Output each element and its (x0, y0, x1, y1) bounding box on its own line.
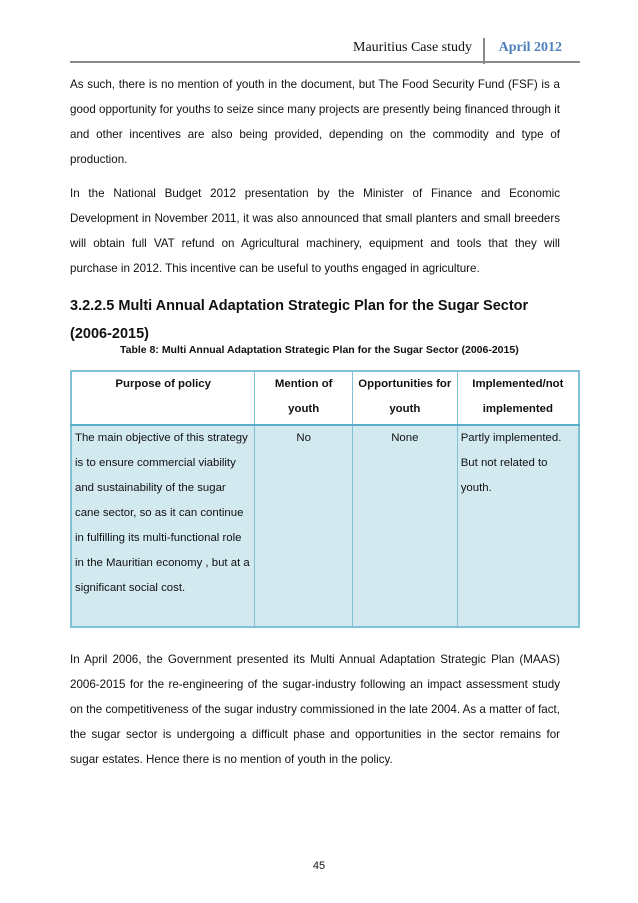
header-mention: Mention of youth (255, 371, 353, 425)
header-title: Mauritius Case study (353, 40, 472, 55)
table-header-row (71, 371, 579, 425)
table-caption: Table 8: Multi Annual Adaptation Strategic Plan for the Sugar Sector (2006-2015) (120, 344, 519, 356)
page-header (0, 38, 580, 62)
cell-mention: No (255, 425, 353, 627)
header-opportunities: Opportunities for youth (352, 371, 457, 425)
policy-table (70, 370, 580, 628)
paragraph-fsf: As such, there is no mention of youth in the document, but The Food Security Fund (FSF) is a good opportunity for youths to seize since many projects are presently being financed through it and other incentives are also being provided, depending on the commodity and type of production. (70, 78, 560, 166)
header-purpose: Purpose of policy (71, 371, 255, 425)
header-date: April 2012 (498, 40, 562, 55)
paragraph-budget: In the National Budget 2012 presentation by the Minister of Finance and Economic Development in November 2011, it was also announced that small planters and small breeders will obtain full VAT refund on Agricultural machinery, equipment and tools that they will purchase in 2012. This incentive can be useful to youths engaged in agriculture. (70, 187, 560, 275)
table-row (71, 425, 579, 627)
header-rule (70, 61, 580, 63)
cell-implemented: Partly implemented. But not related to youth. (457, 425, 579, 627)
section-heading: 3.2.2.5 Multi Annual Adaptation Strategic Plan for the Sugar Sector (2006-2015) (70, 298, 529, 342)
header-implemented: Implemented/not implemented (457, 371, 579, 425)
cell-opportunities: None (352, 425, 457, 627)
cell-purpose: The main objective of this strategy is to ensure commercial viability and sustainability of the sugar cane sector, so as it can continue in fulfilling its multi-functional role in the Mauritian economy , but at a significant social cost. (71, 425, 255, 627)
paragraph-maas: In April 2006, the Government presented its Multi Annual Adaptation Strategic Plan (MAAS) 2006-2015 for the re-engineering of the sugar-industry following an impact assessment study on the competitiveness of the sugar industry commissioned in the late 2004. As a matter of fact, the sugar sector is undergoing a difficult phase and opportunities in the sector remains for sugar estates. Hence there is no mention of youth in the policy. (70, 653, 560, 766)
page-number: 45 (312, 860, 326, 872)
